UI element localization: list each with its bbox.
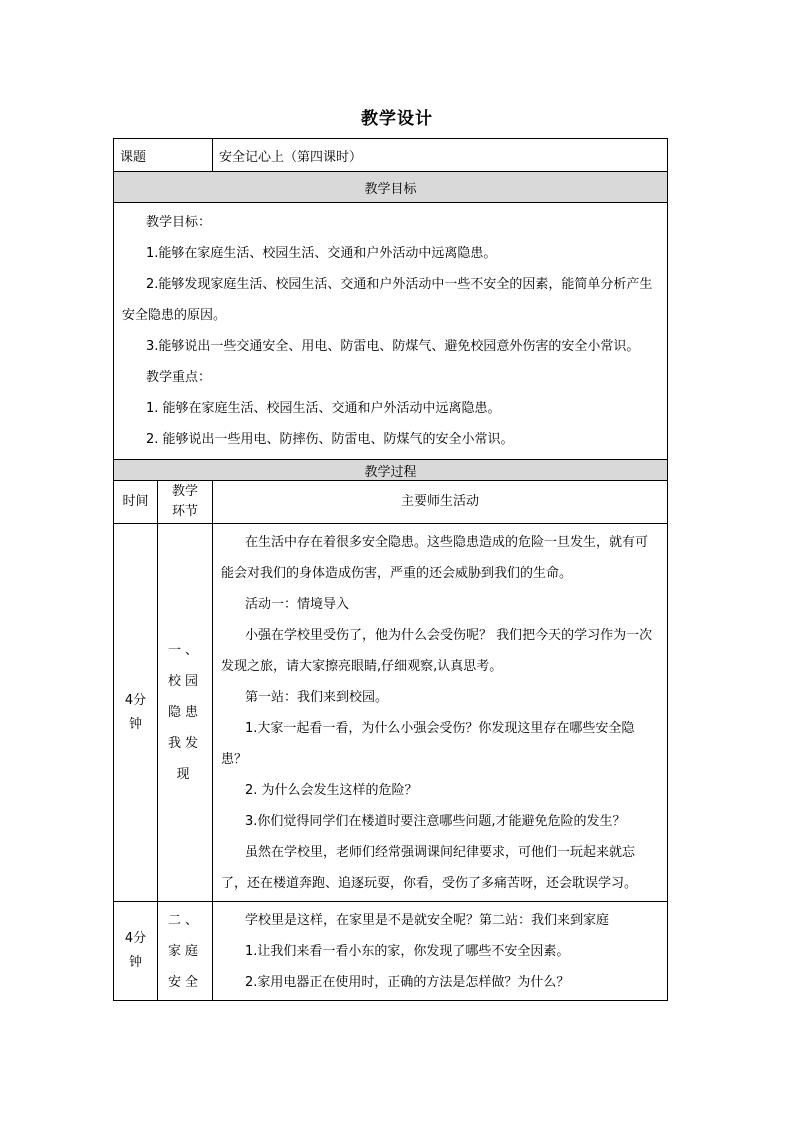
time-value: 4分钟 [124,931,147,970]
activity-paragraph: 第一站：我们来到校园。 [245,690,389,705]
stage-line: 我发 [168,736,203,751]
goals-content-row [114,203,668,460]
goals-line: 3.能够说出一些交通安全、用电、防雷电、防煤气、避免校园意外伤害的安全小常识。 [146,339,640,354]
activity-paragraph: 1.大家一起看一看，为什么小强会受伤？你发现这里存在哪些安全隐患？ [221,721,635,767]
key-point-line: 1. 能够在家庭生活、校园生活、交通和户外活动中远离隐患。 [146,401,501,416]
stage-line: 家庭 [168,943,203,959]
stage-line: 安全 [168,974,203,990]
topic-label: 课题 [114,139,213,172]
stage-cell [158,524,213,902]
goals-line: 2.能够发现家庭生活、校园生活、交通和户外活动中一些不安全的因素，能简单分析产生安全隐患的原因。 [122,277,653,323]
process-row [114,524,668,902]
lesson-plan-table [113,138,668,1001]
stage-line: 校园 [168,674,203,689]
stage-line: 一、 [168,643,203,658]
topic-row [114,139,668,172]
activity-paragraph: 1.让我们来看一看小东的家，你发现了哪些不安全因素。 [245,944,570,959]
stage-column-header-text: 教学环节 [171,484,198,519]
activity-cell [213,902,668,1001]
activity-paragraph: 虽然在学校里，老师们经常强调课间纪律要求，可他们一玩起来就忘了，还在楼道奔跑、追逐玩耍，你看，受伤了多痛苦呀，还会耽误学习。 [221,845,638,891]
goals-content [114,203,668,460]
time-cell [114,524,158,902]
key-point-line: 2. 能够说出一些用电、防摔伤、防雷电、防煤气的安全小常识。 [146,432,514,447]
activity-paragraph: 2.家用电器正在使用时，正确的方法是怎样做？为什么？ [245,975,570,990]
process-row [114,902,668,1001]
time-column-header: 时间 [114,481,158,524]
time-value: 4分钟 [124,692,147,732]
time-cell [114,902,158,1001]
activity-cell [213,524,668,902]
key-points-label: 教学重点： [146,370,212,385]
activity-paragraph: 小强在学校里受伤了，他为什么会受伤呢？ 我们把今天的学习作为一次发现之旅，请大家擦亮眼睛,仔细观察,认真思考。 [221,628,653,674]
goals-line: 1.能够在家庭生活、校园生活、交通和户外活动中远离隐患。 [146,246,497,261]
activity-column-header: 主要师生活动 [213,481,668,524]
document-title: 教学设计 [361,109,433,129]
process-heading-row [114,460,668,481]
activity-paragraph: 2. 为什么会发生这样的危险？ [245,783,418,798]
stage-cell [158,902,213,1001]
stage-line: 现 [176,767,194,782]
stage-column-header [158,481,213,524]
goals-heading-row [114,172,668,203]
stage-line: 二、 [168,912,203,928]
process-column-headers [114,481,668,524]
goals-line: 教学目标： [146,215,212,230]
activity-paragraph: 活动一：情境导入 [245,597,350,612]
process-heading: 教学过程 [114,460,668,481]
goals-heading: 教学目标 [114,172,668,203]
activity-paragraph: 学校里是这样，在家里是不是就安全呢？第二站：我们来到家庭 [245,913,610,928]
topic-value: 安全记心上（第四课时） [213,139,668,172]
activity-paragraph: 在生活中存在着很多安全隐患。这些隐患造成的危险一旦发生，就有可能会对我们的身体造成伤害，严重的还会威胁到我们的生命。 [221,535,649,581]
activity-paragraph: 3.你们觉得同学们在楼道时要注意哪些问题,才能避免危险的发生？ [245,814,626,829]
stage-line: 隐患 [168,705,203,720]
